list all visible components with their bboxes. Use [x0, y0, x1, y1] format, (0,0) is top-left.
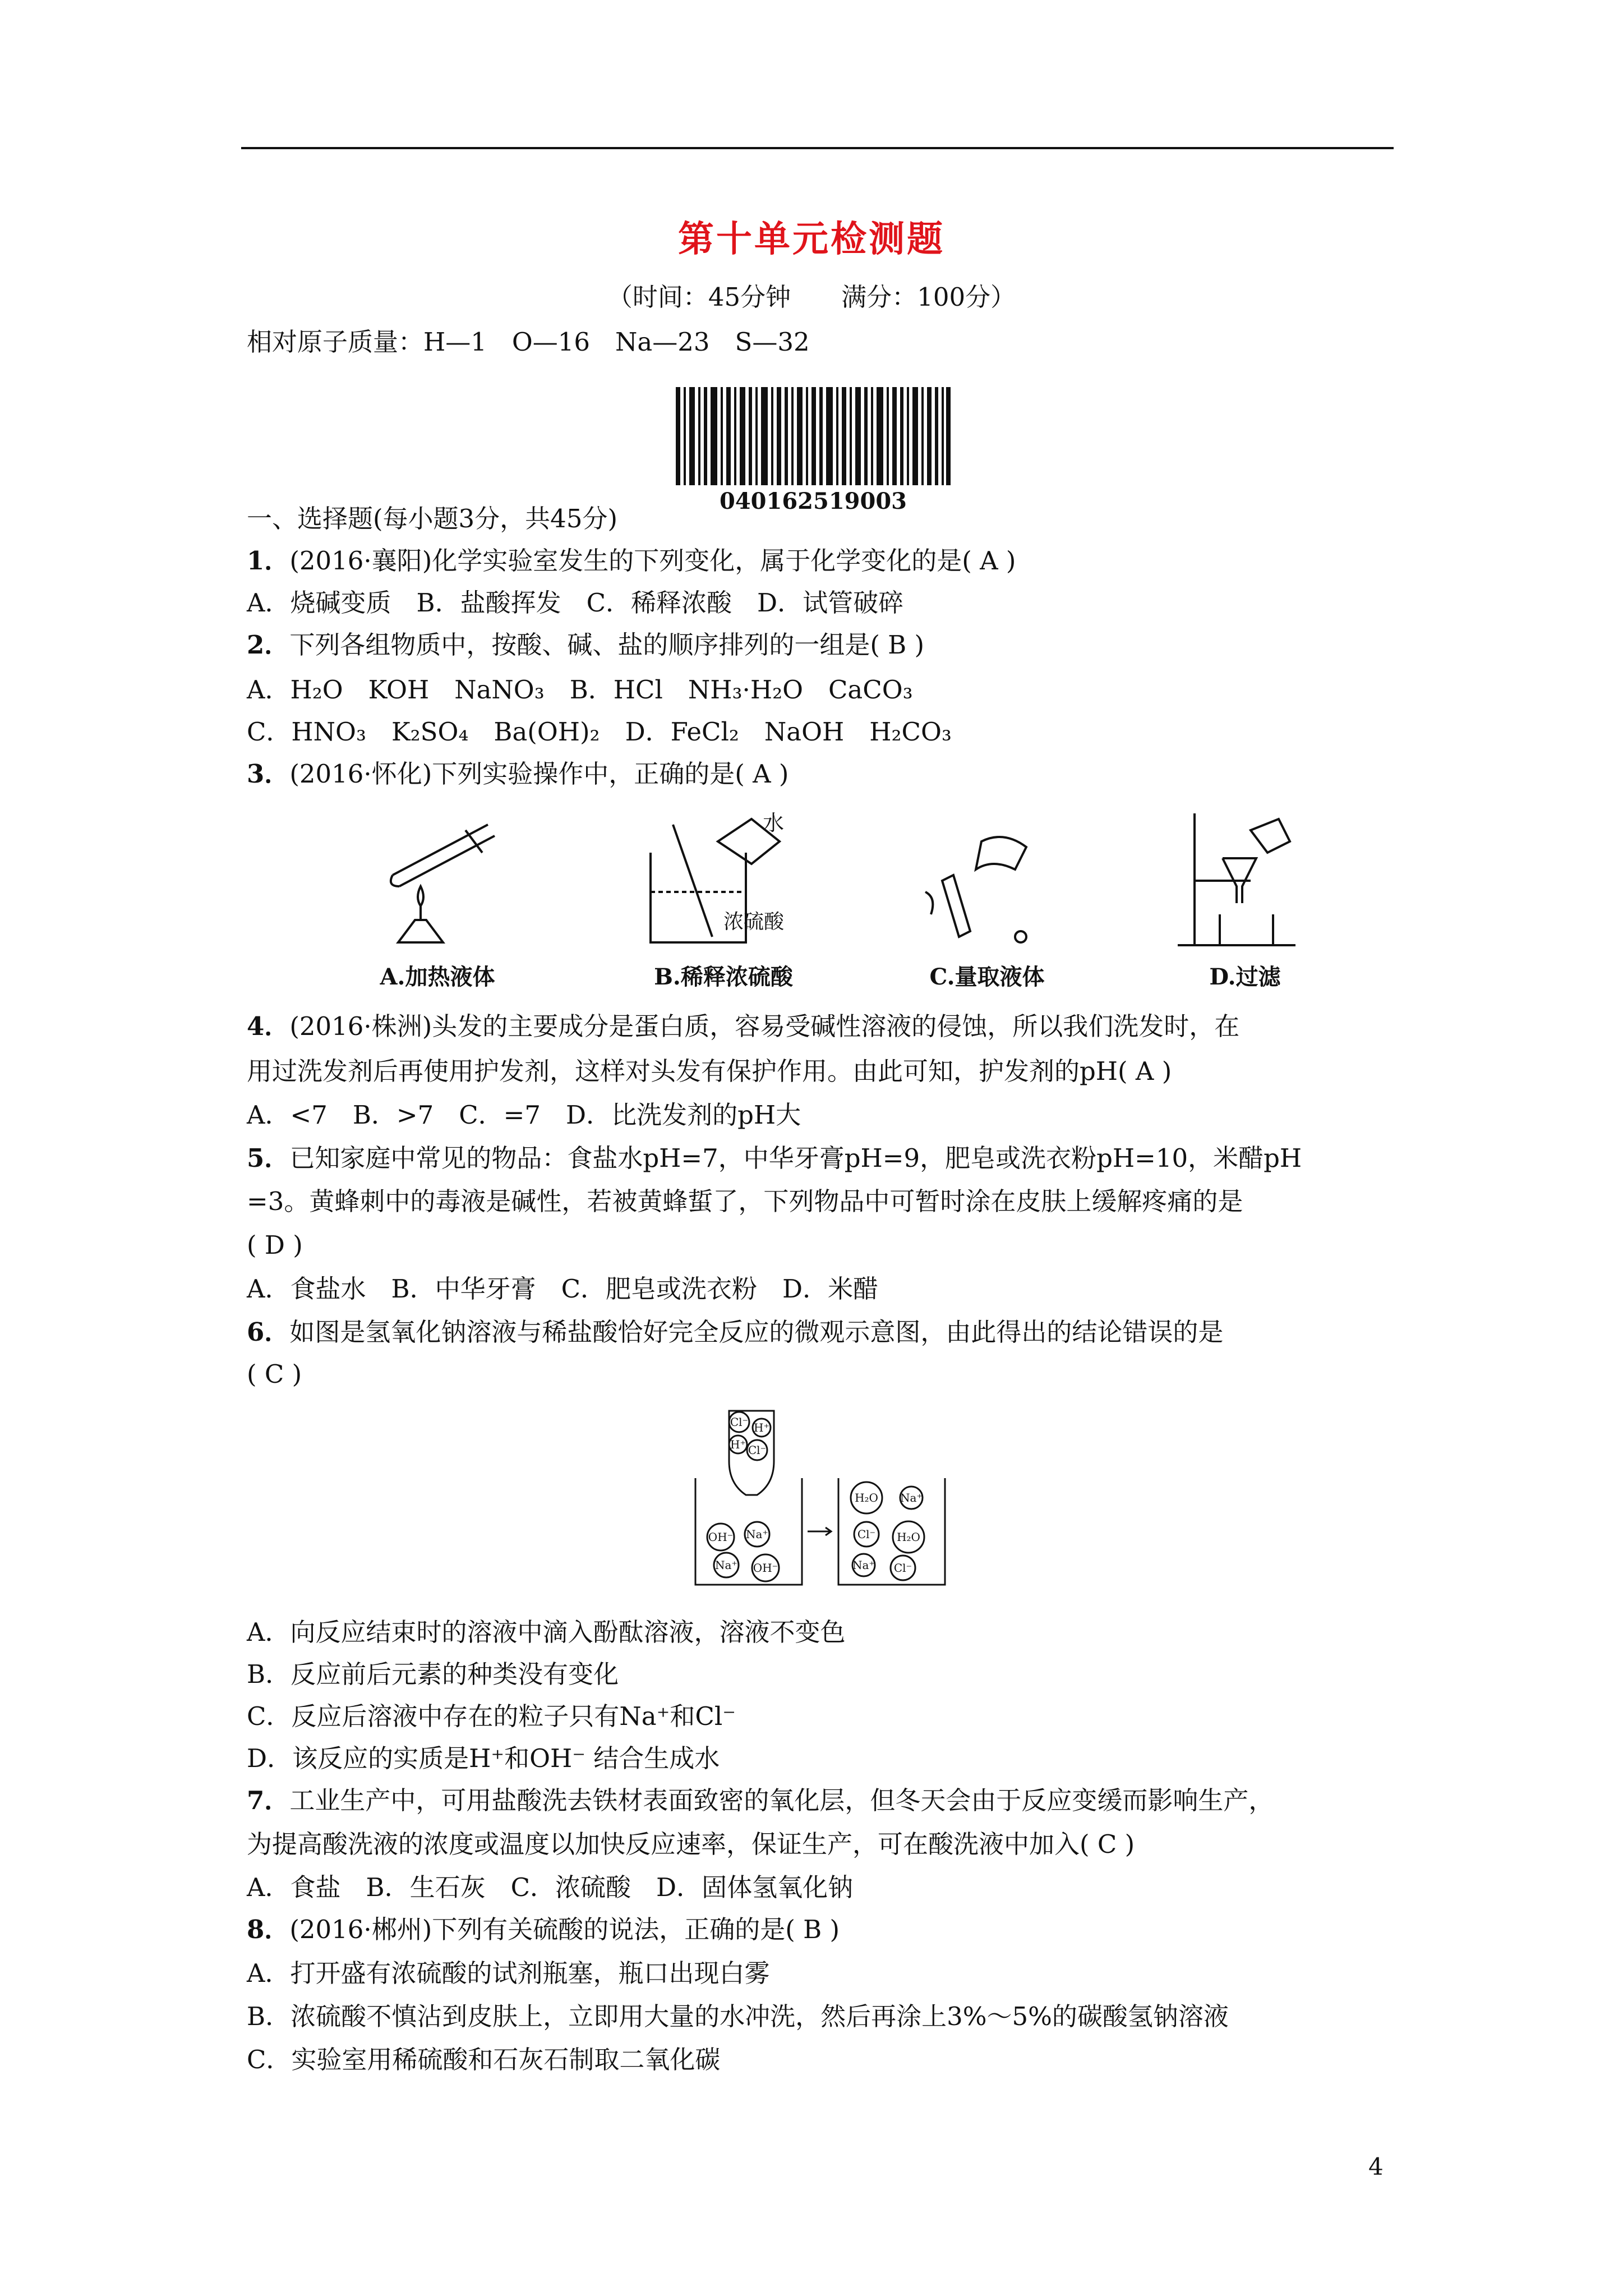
question-2: [247, 628, 924, 662]
ion-cl: Cl⁻: [857, 1527, 876, 1541]
barcode-number: 040162519003: [720, 488, 907, 514]
header-rule: [241, 147, 1394, 149]
ion-cl: Cl⁻: [730, 1415, 749, 1429]
question-4: [247, 1010, 1239, 1043]
question-6-option-d: D．该反应的实质是H⁺和OH⁻ 结合生成水: [247, 1743, 720, 1773]
question-2-options-1: A．H₂O KOH NaNO₃ B．HCl NH₃·H₂O CaCO₃: [247, 675, 913, 705]
question-number: 4．: [247, 1011, 290, 1041]
question-text: 已知家庭中常见的物品：食盐水pH=7，中华牙膏pH=9，肥皂或洗衣粉pH=10，米醋pH: [289, 1143, 1302, 1173]
ion-oh: OH⁻: [708, 1530, 734, 1544]
molecule-h2o: H₂O: [897, 1530, 920, 1544]
question-6-line-2: ( C ): [247, 1359, 302, 1389]
question-4-line-2: 用过洗发剂后再使用护发剂，这样对头发有保护作用。由此可知，护发剂的pH( A ): [247, 1056, 1172, 1086]
measuring-liquid-illustration: [914, 808, 1060, 954]
question-8-option-b: B．浓硫酸不慎沾到皮肤上，立即用大量的水冲洗，然后再涂上3%～5%的碳酸氢钠溶液: [247, 2001, 1229, 2031]
question-text: (2016·怀化)下列实验操作中，正确的是( A ): [289, 759, 789, 789]
question-5: [247, 1142, 1302, 1175]
ion-h: H⁺: [754, 1421, 769, 1434]
page-title: 第十单元检测题: [678, 218, 945, 260]
caption-b: B.稀释浓硫酸: [654, 964, 793, 990]
section-heading: 一、选择题(每小题3分，共45分): [247, 504, 618, 533]
question-6: [247, 1315, 1223, 1349]
question-text: 下列各组物质中，按酸、碱、盐的顺序排列的一组是( B ): [289, 630, 925, 660]
question-7: [247, 1784, 1274, 1818]
question-4-options: A．<7 B．>7 C．=7 D．比洗发剂的pH大: [247, 1100, 801, 1130]
barcode: [676, 387, 951, 485]
question-7-options: A．食盐 B．生石灰 C．浓硫酸 D．固体氢氧化钠: [247, 1872, 854, 1902]
ion-na: Na⁺: [715, 1558, 737, 1572]
question-number: 5．: [247, 1143, 290, 1173]
question-5-options: A．食盐水 B．中华牙膏 C．肥皂或洗衣粉 D．米醋: [247, 1274, 879, 1304]
caption-c: C.量取液体: [929, 964, 1045, 990]
caption-d: D.过滤: [1209, 964, 1281, 990]
question-number: 2．: [247, 630, 290, 660]
question-number: 7．: [247, 1786, 290, 1815]
ion-oh: OH⁻: [753, 1561, 778, 1575]
question-5-line-2: =3。黄蜂刺中的毒液是碱性，若被黄蜂蜇了，下列物品中可暂时涂在皮肤上缓解疼痛的是: [247, 1186, 1243, 1216]
ion-na: Na⁺: [746, 1527, 768, 1541]
question-2-options-2: C．HNO₃ K₂SO₄ Ba(OH)₂ D．FeCl₂ NaOH H₂CO₃: [247, 717, 952, 747]
page-number: 4: [1368, 2153, 1384, 2180]
question-text: 如图是氢氧化钠溶液与稀盐酸恰好完全反应的微观示意图，由此得出的结论错误的是: [289, 1317, 1224, 1347]
question-number: 3．: [247, 759, 290, 789]
question-text: 工业生产中，可用盐酸洗去铁材表面致密的氧化层，但冬天会由于反应变缓而影响生产，: [289, 1786, 1274, 1815]
filtering-illustration: [1172, 808, 1318, 954]
question-8-option-c: C．实验室用稀硫酸和石灰石制取二氧化碳: [247, 2045, 721, 2074]
question-3: [247, 757, 789, 791]
question-number: 8．: [247, 1915, 290, 1944]
ion-na: Na⁺: [900, 1491, 923, 1504]
caption-a: A.加热液体: [380, 964, 495, 990]
question-number: 1．: [247, 546, 290, 576]
question-1: [247, 544, 1016, 578]
diluting-acid-illustration: [639, 808, 808, 954]
reaction-diagram: [690, 1405, 953, 1590]
question-6-option-c: C．反应后溶液中存在的粒子只有Na⁺和Cl⁻: [247, 1701, 736, 1731]
time-score: （时间：45分钟 满分：100分）: [607, 282, 1016, 312]
acid-label: 浓硫酸: [723, 910, 785, 933]
ion-na: Na⁺: [852, 1558, 875, 1572]
question-8-option-a: A．打开盛有浓硫酸的试剂瓶塞，瓶口出现白雾: [247, 1958, 770, 1988]
question-number: 6．: [247, 1317, 290, 1347]
ion-cl: Cl⁻: [893, 1561, 912, 1575]
question-text: (2016·株洲)头发的主要成分是蛋白质，容易受碱性溶液的侵蚀，所以我们洗发时，在: [289, 1011, 1240, 1041]
question-6-option-a: A．向反应结束时的溶液中滴入酚酞溶液，溶液不变色: [247, 1617, 846, 1647]
question-6-option-b: B．反应前后元素的种类没有变化: [247, 1659, 619, 1689]
question-7-line-2: 为提高酸洗液的浓度或温度以加快反应速率，保证生产，可在酸洗液中加入( C ): [247, 1829, 1135, 1859]
question-5-line-3: ( D ): [247, 1230, 303, 1260]
question-1-options: A．烧碱变质 B．盐酸挥发 C．稀释浓酸 D．试管破碎: [247, 588, 904, 618]
water-label: 水: [763, 811, 785, 835]
ion-h: H⁺: [730, 1438, 746, 1451]
question-8: [247, 1913, 840, 1947]
question-text: (2016·襄阳)化学实验室发生的下列变化，属于化学变化的是( A ): [289, 546, 1016, 576]
molecule-h2o: H₂O: [855, 1491, 878, 1504]
atomic-mass: 相对原子质量：H—1 O—16 Na—23 S—32: [247, 327, 810, 357]
question-text: (2016·郴州)下列有关硫酸的说法，正确的是( B ): [289, 1915, 840, 1944]
heating-liquid-illustration: [359, 808, 516, 954]
ion-cl: Cl⁻: [748, 1443, 767, 1457]
